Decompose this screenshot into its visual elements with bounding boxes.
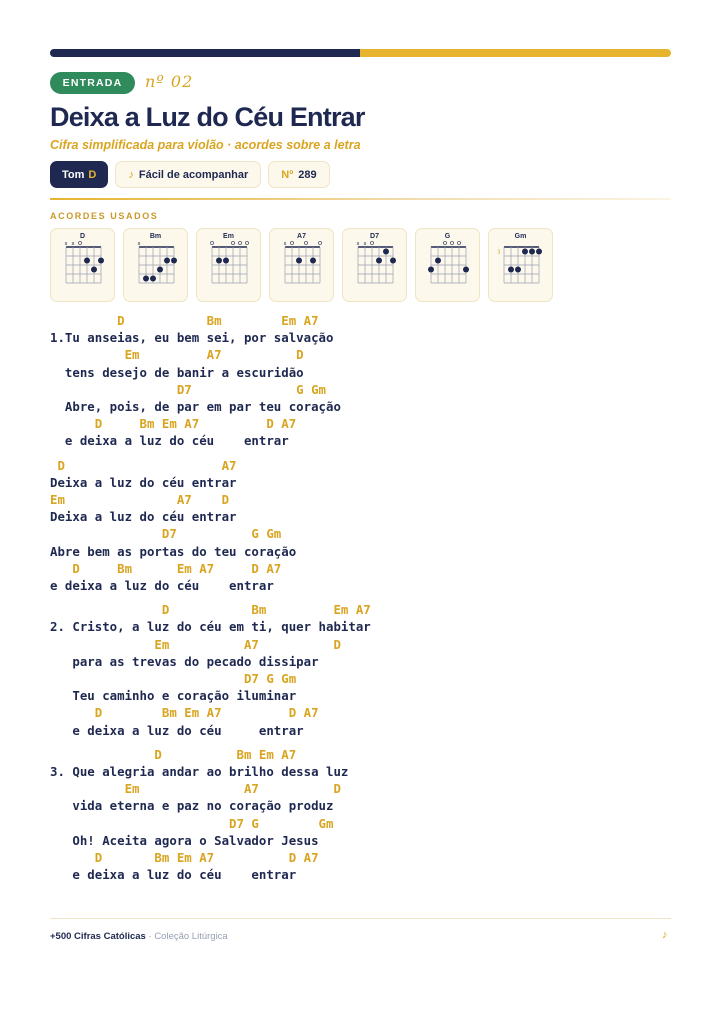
chord-diagram-list <box>50 228 553 302</box>
chord-line: D A7 <box>50 457 237 473</box>
lyric-line: Teu caminho e coração iluminar <box>50 688 297 704</box>
chord-diagram-d7 <box>342 228 407 302</box>
chord-line: D Bm Em A7 <box>50 746 297 762</box>
finger-dot <box>390 258 396 264</box>
chord-line: Em A7 D <box>50 636 341 652</box>
info-pills <box>50 161 330 188</box>
lyric-line: tens desejo de banir a escuridão <box>50 364 304 380</box>
finger-dot <box>143 276 149 282</box>
top-accent-bar-navy <box>50 49 360 57</box>
open-string-marker: o <box>456 239 462 247</box>
open-string-marker: o <box>369 239 375 247</box>
song-title: Deixa a Luz do Céu Entrar <box>50 102 365 132</box>
chord-grid <box>270 229 335 303</box>
open-string-marker: o <box>209 239 215 247</box>
difficulty-pill <box>115 161 261 188</box>
finger-dot <box>157 267 163 273</box>
catalog-number-pill <box>268 161 329 188</box>
lyric-line: e deixa a luz do céu entrar <box>50 433 289 449</box>
chord-line: D Bm Em A7 <box>50 313 319 328</box>
key-pill <box>50 161 108 188</box>
open-string-marker: o <box>230 239 236 247</box>
chord-diagram-name: G <box>444 233 451 240</box>
chord-diagram-bm <box>123 228 188 302</box>
chord-line: Em A7 D <box>50 781 341 797</box>
difficulty-pill-label: Fácil de acompanhar <box>138 168 249 181</box>
lyric-line: para as trevas do pecado dissipar <box>50 653 319 669</box>
catalog-number-value: 289 <box>298 168 317 181</box>
chord-diagram-gm <box>488 228 553 302</box>
chord-grid <box>51 229 116 303</box>
chord-line: D7 G Gm <box>50 815 334 831</box>
muted-string-marker: x <box>137 241 141 247</box>
lyric-line: e deixa a luz do céu entrar <box>50 578 274 594</box>
footer-divider <box>50 918 671 919</box>
finger-dot <box>428 267 434 273</box>
top-accent-bar <box>50 49 671 57</box>
lyric-line: e deixa a luz do céu entrar <box>50 867 297 883</box>
footer-separator: · <box>145 931 155 942</box>
finger-dot <box>91 267 97 273</box>
music-note-icon: ♪ <box>128 168 134 181</box>
key-pill-value: D <box>88 168 97 181</box>
finger-dot <box>216 258 222 264</box>
open-string-marker: o <box>244 239 250 247</box>
open-string-marker: o <box>77 239 83 247</box>
chord-grid <box>124 229 189 303</box>
barre-fret-label: 3 <box>497 249 501 256</box>
chord-grid <box>416 229 481 303</box>
lyric-line: Deixa a luz do céu entrar <box>50 509 237 525</box>
muted-string-marker: x <box>64 241 68 247</box>
chord-diagram-name: D7 <box>370 233 379 240</box>
finger-dot <box>515 267 521 273</box>
chord-grid <box>197 229 262 303</box>
chord-diagram-em <box>196 228 261 302</box>
stanza <box>50 312 371 450</box>
lyric-line: e deixa a luz do céu entrar <box>50 722 304 738</box>
chord-diagram-name: A7 <box>297 233 306 240</box>
chords-section-label: ACORDES USADOS <box>50 211 159 221</box>
footer-music-note-icon: ♪ <box>662 929 668 941</box>
top-accent-bar-gold <box>360 49 671 57</box>
open-string-marker: o <box>317 239 323 247</box>
chord-line: D Bm Em A7 <box>50 602 371 618</box>
chord-grid <box>489 229 554 303</box>
open-string-marker: o <box>303 239 309 247</box>
chord-grid <box>343 229 408 303</box>
finger-dot <box>223 258 229 264</box>
lyric-line: Abre bem as portas do teu coração <box>50 543 297 559</box>
finger-dot <box>383 249 389 255</box>
chord-line: Em A7 D <box>50 492 230 508</box>
finger-dot <box>164 258 170 264</box>
chord-line: Em A7 D <box>50 347 304 363</box>
chord-diagram-name: D <box>79 233 86 240</box>
open-string-marker: o <box>449 239 455 247</box>
header-divider <box>50 198 671 200</box>
song-number: nº 02 <box>145 72 194 91</box>
finger-dot <box>84 258 90 264</box>
finger-dot <box>508 267 514 273</box>
chord-diagram-a7 <box>269 228 334 302</box>
stanza-gap <box>50 450 371 457</box>
chord-diagram-d <box>50 228 115 302</box>
catalog-number-label: Nº <box>281 168 294 181</box>
chord-diagram-name: Em <box>223 233 234 240</box>
chord-line: D Bm Em A7 D A7 <box>50 850 319 866</box>
stanza <box>50 457 371 595</box>
lyric-line: Oh! Aceita agora o Salvador Jesus <box>50 832 319 848</box>
lyric-line: vida eterna e paz no coração produz <box>50 798 334 814</box>
footer-collection: Coleção Litúrgica <box>154 931 228 942</box>
chord-line: D7 G Gm <box>50 381 327 397</box>
chord-line: D Bm Em A7 D A7 <box>50 705 319 721</box>
finger-dot <box>522 249 528 255</box>
chord-diagram-g <box>415 228 480 302</box>
finger-dot <box>150 276 156 282</box>
muted-string-marker: x <box>356 241 360 247</box>
lyric-line: Abre, pois, de par em par teu coração <box>50 399 341 415</box>
finger-dot <box>435 258 441 264</box>
key-pill-label: Tom <box>62 168 85 181</box>
chord-diagram-name: Bm <box>149 233 162 240</box>
chord-line: D Bm Em A7 D A7 <box>50 560 282 576</box>
lyric-line: 3. Que alegria andar ao brilho dessa luz <box>50 764 349 780</box>
footer-brand: +500 Cifras Católicas <box>50 931 146 942</box>
stanza-gap <box>50 739 371 746</box>
finger-dot <box>376 258 382 264</box>
lyric-line: 2. Cristo, a luz do céu em ti, quer habitar <box>50 619 371 635</box>
open-string-marker: o <box>237 239 243 247</box>
stanza-gap <box>50 594 371 601</box>
chord-diagram-name: Gm <box>514 233 527 240</box>
chord-line: D7 G Gm <box>50 526 282 542</box>
finger-dot <box>529 249 535 255</box>
footer-credits <box>50 931 228 942</box>
finger-dot <box>98 258 104 264</box>
finger-dot <box>310 258 316 264</box>
song-subtitle: Cifra simplificada para violão · acordes sobre a letra <box>50 138 361 152</box>
lyric-line: 1.Tu anseias, eu bem sei, por salvação <box>50 330 334 346</box>
open-string-marker: o <box>442 239 448 247</box>
muted-string-marker: x <box>283 241 287 247</box>
stanza <box>50 746 371 884</box>
finger-dot <box>296 258 302 264</box>
finger-dot <box>463 267 469 273</box>
chord-line: D7 G Gm <box>50 671 297 687</box>
finger-dot <box>536 249 542 255</box>
stanza <box>50 601 371 739</box>
open-string-marker: o <box>289 239 295 247</box>
chord-sheet <box>50 312 371 884</box>
muted-string-marker: x <box>363 241 367 247</box>
lyric-line: Deixa a luz do céu entrar <box>50 474 237 490</box>
category-badge: ENTRADA <box>50 72 135 94</box>
chord-line: D Bm Em A7 D A7 <box>50 416 297 432</box>
finger-dot <box>171 258 177 264</box>
muted-string-marker: x <box>71 241 75 247</box>
